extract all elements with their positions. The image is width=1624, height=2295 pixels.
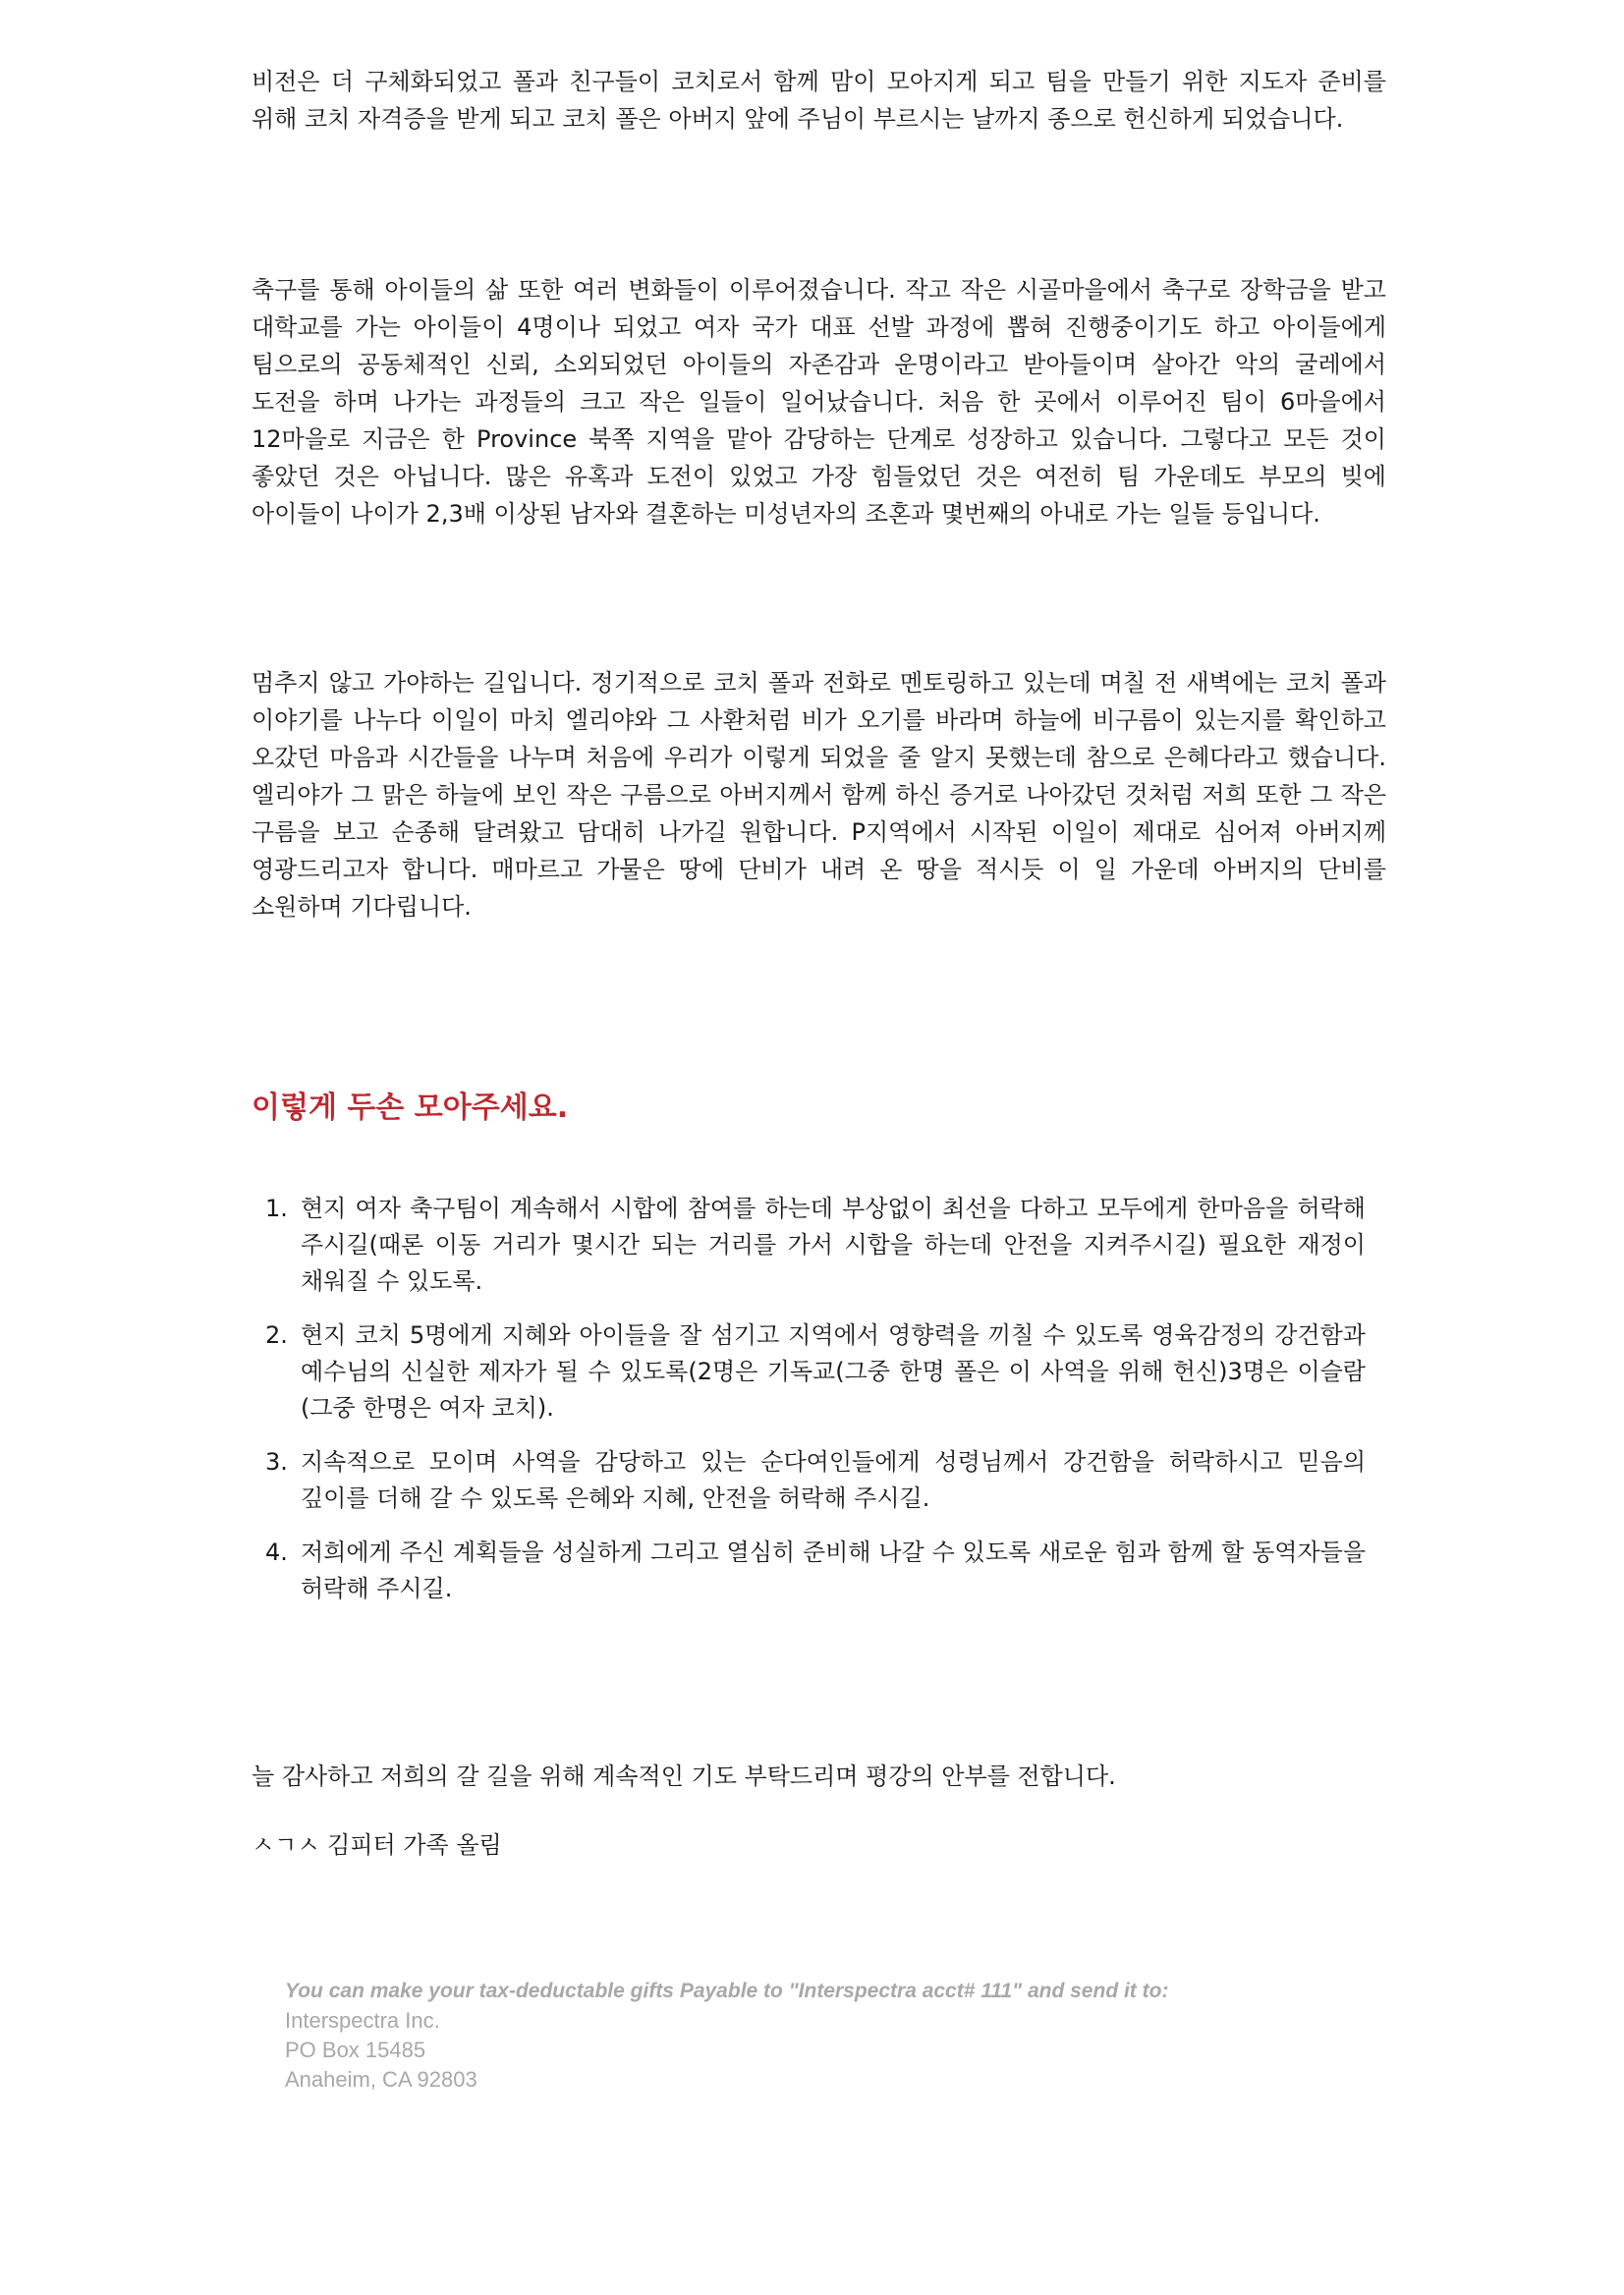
prayer-heading: 이렇게 두손 모아주세요. <box>252 1091 569 1125</box>
closing-line: 늘 감사하고 저희의 갈 길을 위해 계속적인 기도 부탁드리며 평강의 안부를 전합니다. <box>252 1763 1116 1790</box>
prayer-item-number: 1. <box>265 1195 288 1222</box>
body-paragraph: 축구를 통해 아이들의 삶 또한 여러 변화들이 이루어졌습니다. 작고 작은 시골마을에서 축구로 장학금을 받고 대학교를 가는 아이들이 4명이나 되었고 여자 국가 대표 선발 과정에 뽑혀 진행중이기도 하고 아이들에게 팀으로의 공동체적인 신뢰, 소외되었던 아이들의 자존감과 운명이라고 받아들이며 살아간 악의 굴레에서 도전을 하며 나가는 과정들의 크고 작은 일들이 일어났습니다. 처음 한 곳에서 이루어진 팀이 6마을에서 12마을로 지금은 한 Province 북쪽 지역을 맡아 감당하는 단계로 성장하고 있습니다. 그렇다고 모든 것이 좋았던 것은 아닙니다. 많은 유혹과 도전이 있었고 가장 힘들었던 것은 여전히 팀 가운데도 부모의 빚에 아이들이 나이가 2,3배 이상된 남자와 결혼하는 미성년자의 조혼과 몇번째의 아내로 가는 일들 등입니다. <box>252 276 1386 528</box>
prayer-item <box>265 1191 1366 1300</box>
donation-footer <box>285 1977 1366 2095</box>
prayer-item-text: 현지 여자 축구팀이 계속해서 시합에 참여를 하는데 부상없이 최선을 다하고 모두에게 한마음을 허락해 주시길(때론 이동 거리가 몇시간 되는 거리를 가서 시합을 하는데 안전을 지켜주시길) 필요한 재정이 채워질 수 있도록. <box>301 1195 1366 1295</box>
body-paragraph: 비전은 더 구체화되었고 폴과 친구들이 코치로서 함께 맘이 모아지게 되고 팀을 만들기 위한 지도자 준비를 위해 코치 자격증을 받게 되고 코치 폴은 아버지 앞에 주님이 부르시는 날까지 종으로 헌신하게 되었습니다. <box>252 68 1386 133</box>
prayer-list <box>265 1191 1366 1625</box>
prayer-item-text: 현지 코치 5명에게 지혜와 아이들을 잘 섬기고 지역에서 영향력을 끼칠 수 있도록 영육감정의 강건함과 예수님의 신실한 제자가 될 수 있도록(2명은 기독교(그중 한명 폴은 이 사역을 위해 헌신)3명은 이슬람(그중 한명은 여자 코치). <box>301 1321 1366 1422</box>
prayer-item-number: 2. <box>265 1321 288 1349</box>
prayer-item <box>265 1444 1366 1517</box>
org-name: Interspectra Inc. <box>285 2008 440 2033</box>
body-paragraph: 멈추지 않고 가야하는 길입니다. 정기적으로 코치 폴과 전화로 멘토링하고 있는데 며칠 전 새벽에는 코치 폴과 이야기를 나누다 이일이 마치 엘리야와 그 사환처럼 비가 오기를 바라며 하늘에 비구름이 있는지를 확인하고 오갔던 마음과 시간들을 나누며 처음에 우리가 이렇게 되었을 줄 알지 못했는데 참으로 은혜다라고 했습니다. 엘리야가 그 맑은 하늘에 보인 작은 구름으로 아버지께서 함께 하신 증거로 나아갔던 것처럼 저희 또한 그 작은 구름을 보고 순종해 달려왔고 담대히 나가길 원합니다. P지역에서 시작된 이일이 제대로 심어져 아버지께 영광드리고자 합니다. 매마르고 가물은 땅에 단비가 내려 온 땅을 적시듯 이 일 가운데 아버지의 단비를 소원하며 기다립니다. <box>252 669 1386 921</box>
prayer-item-number: 4. <box>265 1539 288 1566</box>
signature: ㅅㄱㅅ 김피터 가족 올림 <box>252 1831 502 1859</box>
prayer-item-text: 저희에게 주신 계획들을 성실하게 그리고 열심히 준비해 나갈 수 있도록 새로운 힘과 함께 할 동역자들을 허락해 주시길. <box>301 1539 1366 1602</box>
prayer-item-number: 3. <box>265 1448 288 1476</box>
prayer-item <box>265 1317 1366 1427</box>
prayer-item <box>265 1535 1366 1607</box>
prayer-item-text: 지속적으로 모이며 사역을 감당하고 있는 순다여인들에게 성령님께서 강건함을 허락하시고 믿음의 깊이를 더해 갈 수 있도록 은혜와 지혜, 안전을 허락해 주시길. <box>301 1448 1366 1512</box>
city-line: Anaheim, CA 92803 <box>285 2067 477 2092</box>
po-box: PO Box 15485 <box>285 2038 426 2062</box>
donation-note: You can make your tax-deductable gifts Payable to "Interspectra acct# 111" and send it to: <box>285 1980 1169 2002</box>
